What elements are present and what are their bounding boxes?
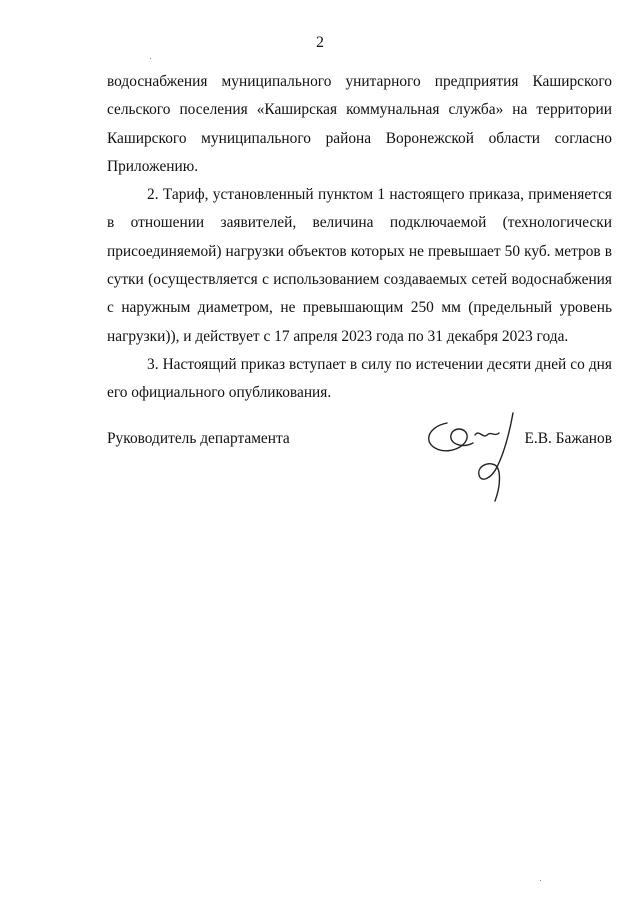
signatory-name: Е.В. Бажанов [524, 430, 612, 447]
paragraph-effective: 3. Настоящий приказ вступает в силу по истечении десяти дней со дня его официального опубликования. [107, 355, 612, 402]
page-number: 2 [316, 34, 324, 51]
scan-speck [150, 58, 151, 59]
paragraph-continuation: водоснабжения муниципального унитарного предприятия Каширского сельского поселения «Каширская коммунальная служба» на территории Каширского муниципального района Воронежской области согласно Приложению. [107, 73, 612, 175]
scan-speck [540, 880, 541, 881]
handwritten-signature [417, 405, 527, 510]
signatory-title: Руководитель департамента [107, 430, 290, 447]
document-body [107, 68, 612, 408]
signature-block [107, 430, 612, 460]
paragraph-tariff: 2. Тариф, установленный пунктом 1 настоящего приказа, применяется в отношении заявителей, величина подключаемой (технологически присоединяемой) нагрузки объектов которых не превышает 50 куб. метров в сутки (осуществляется с использованием создаваемых сетей водоснабжения с наружным диаметром, не превышающим 250 мм (предельный уровень нагрузки)), и действует с 17 апреля 2023 года по 31 декабря 2023 года. [107, 186, 612, 345]
